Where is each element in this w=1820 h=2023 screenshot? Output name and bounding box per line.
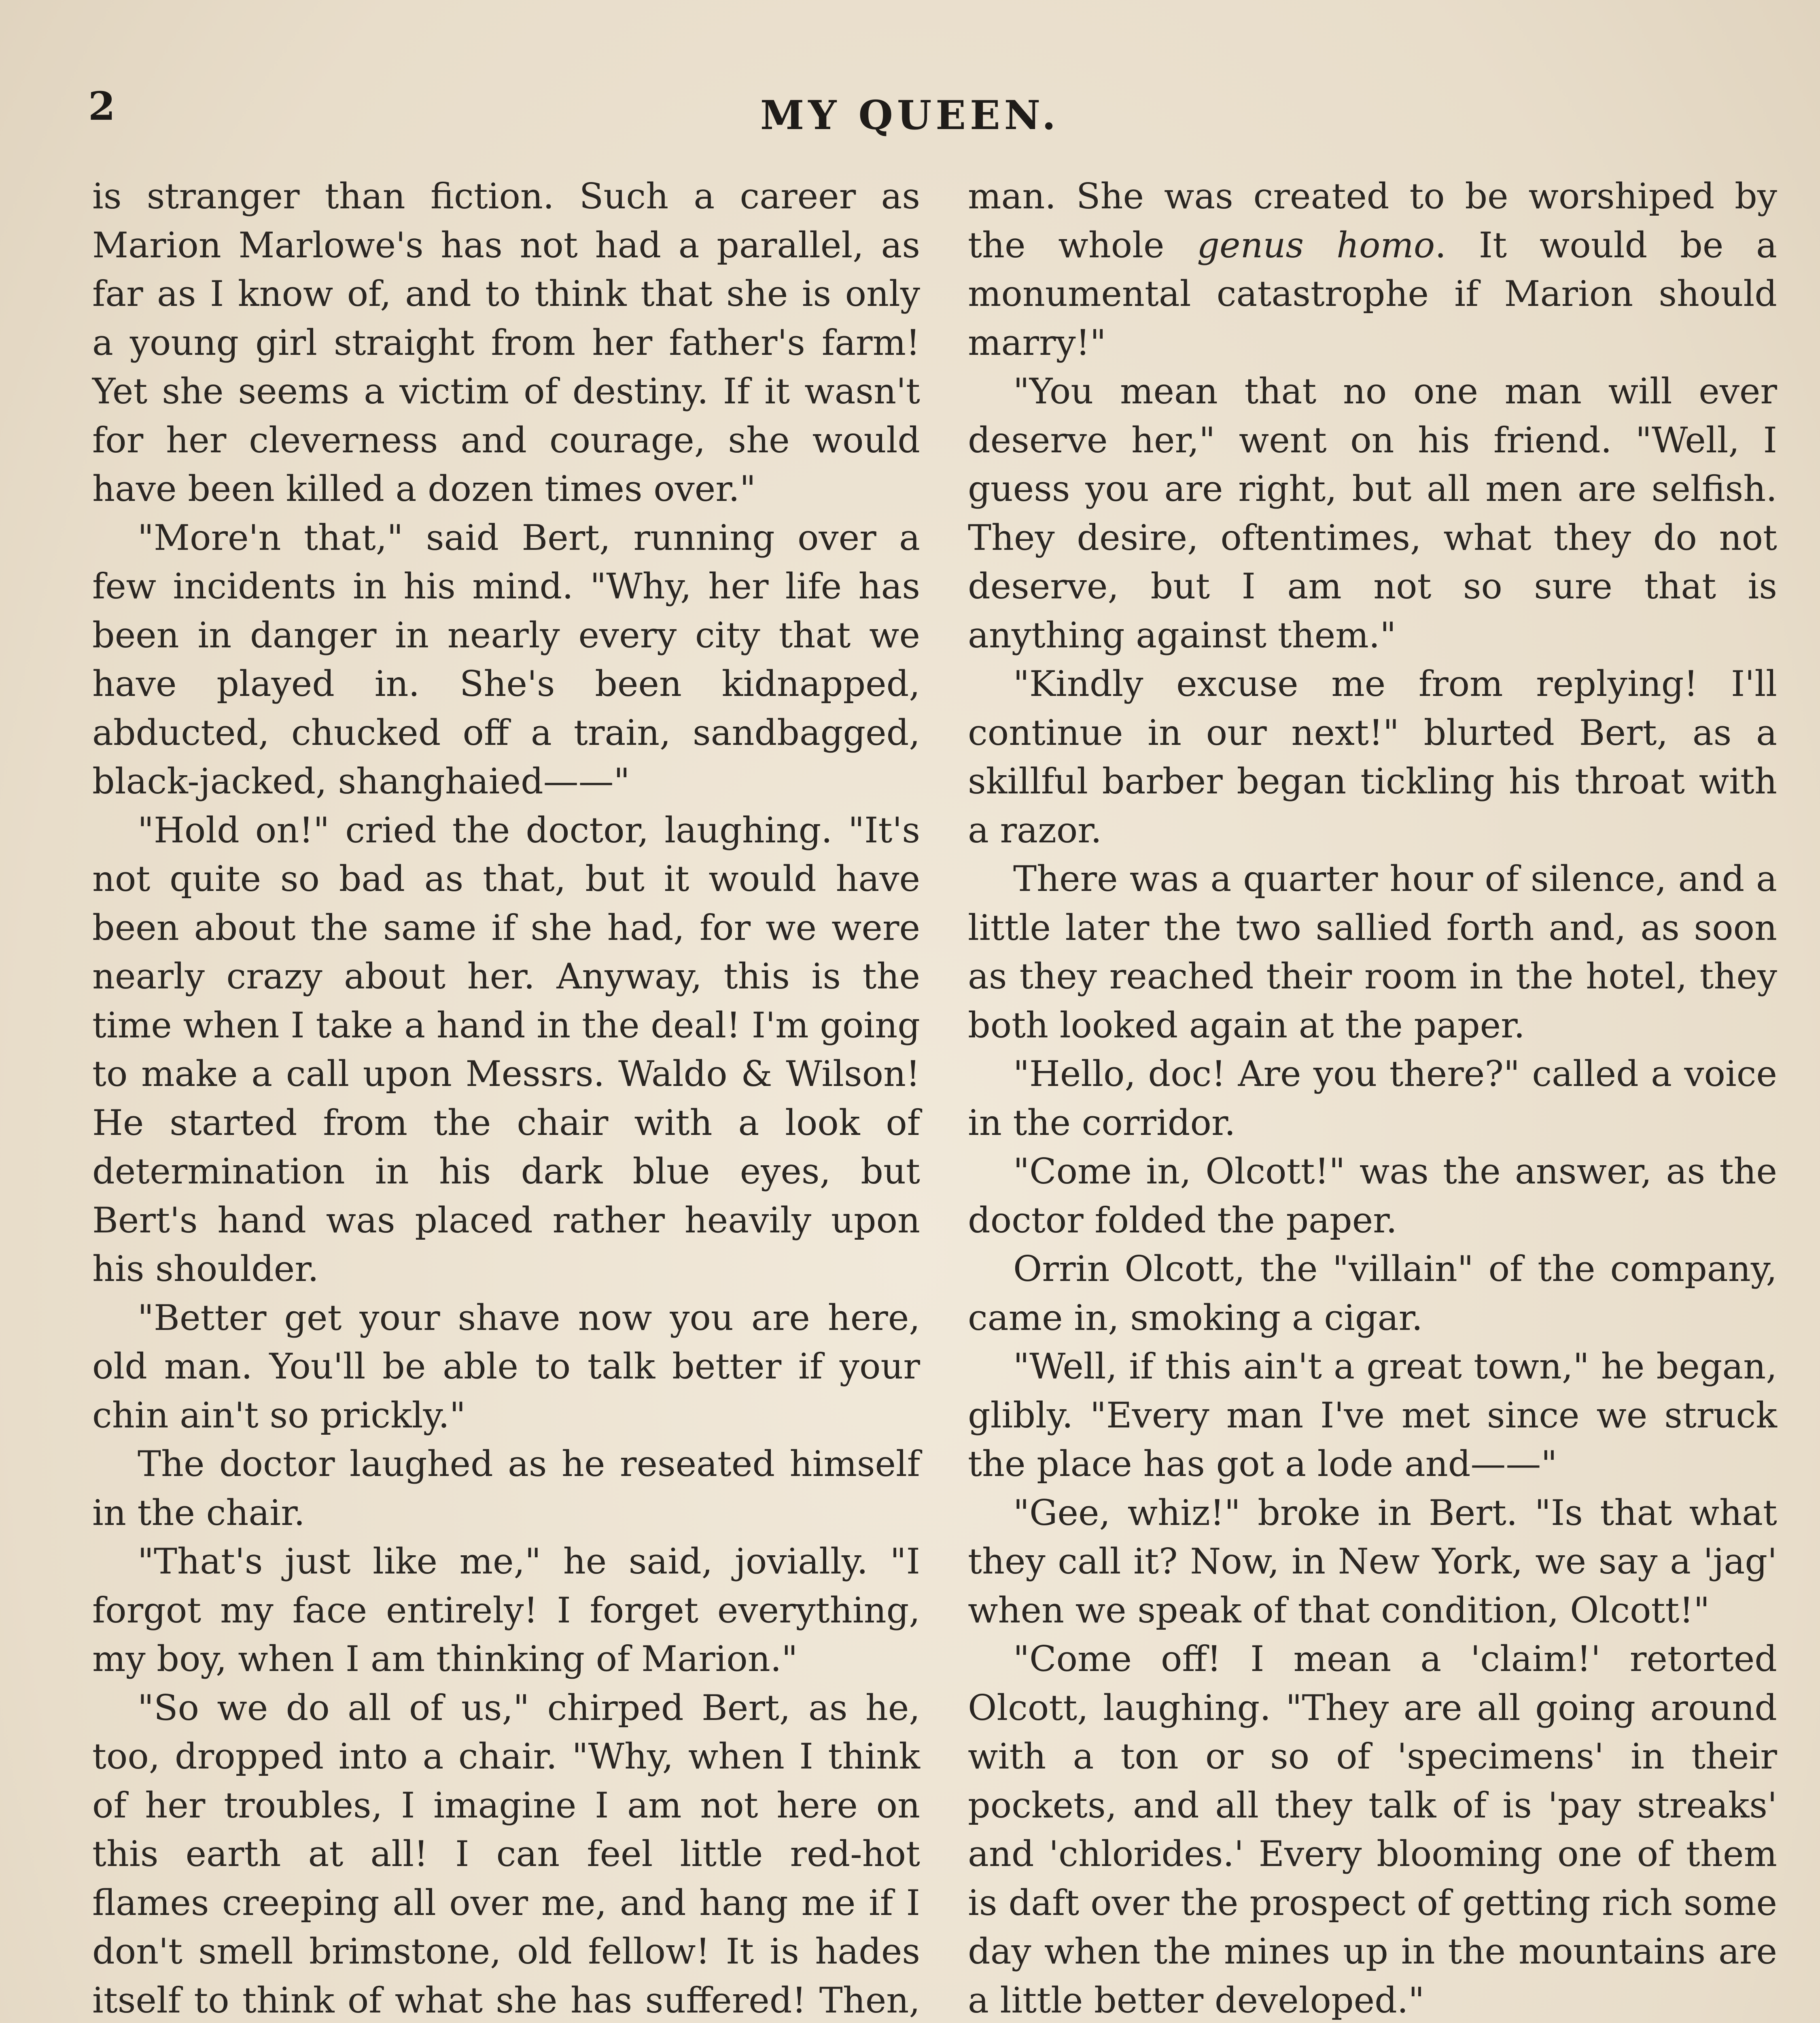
paragraph: "Hello, doc! Are you there?" called a voice in the corridor. [968,1053,1777,1143]
paragraph: "Better get your shave now you are here, old man. You'll be able to talk better if your chin ain't so prickly." [92,1297,920,1436]
italic-phrase: genus homo [1197,224,1435,266]
running-head: MY QUEEN. [760,92,1060,139]
paragraph: Orrin Olcott, the "villain" of the company, came in, smoking a cigar. [968,1248,1777,1338]
paragraph [968,172,1777,367]
paragraph: "You mean that no one man will ever deserve her," went on his friend. "Well, I guess you are right, but all men are selfish. They desire, oftentimes, what they do not deserve, but I am not so sure that is anything against them." [968,371,1777,656]
paragraph: "Well, if this ain't a great town," he began, glibly. "Every man I've met since we struck the place has got a lode and——" [968,1346,1777,1484]
left-column [92,172,920,2023]
paragraph-text: man. She was created to be worshiped by the whole [968,176,1777,266]
paragraph: is stranger than fiction. Such a career as Marion Marlowe's has not had a parallel, as far as I know of, and to think that she is only a young girl straight from her father's farm! Yet she seems a victim of destiny. If it wasn't for her cleverness and courage, she would have been killed a dozen times over." [92,176,920,509]
paragraph-text: . It would be a monumental catastrophe if Marion should marry!" [968,224,1777,363]
paragraph: There was a quarter hour of silence, and a little later the two sallied forth and, as soon as they reached their room in the hotel, they both looked again at the paper. [968,858,1777,1046]
paragraph: "More'n that," said Bert, running over a few incidents in his mind. "Why, her life has been in danger in nearly every city that we have played in. She's been kidnapped, abducted, chucked off a train, sandbagged, black-jacked, shanghaied——" [92,517,920,802]
paragraph: "Come off! I mean a 'claim!' retorted Olcott, laughing. "They are all going around with a ton or so of 'specimens' in their pockets, and all they talk of is 'pay streaks' and 'chlorides.' Every blooming one of them is daft over the prospect of getting rich some day when the mines up in the mountains are a little better developed." [968,1638,1777,2021]
paragraph: "Hold on!" cried the doctor, laughing. "It's not quite so bad as that, but it would have been about the same if she had, for we were nearly crazy about her. Anyway, this is the time when I take a hand in the deal! I'm going to make a call upon Messrs. Waldo & Wilson! He started from the chair with a look of determination in his dark blue eyes, but Bert's hand was placed rather heavily upon his shoulder. [92,809,920,1289]
paragraph: "Come in, Olcott!" was the answer, as the doctor folded the paper. [968,1151,1777,1241]
paragraph: The doctor laughed as he reseated himself in the chair. [92,1443,920,1533]
paragraph: "Gee, whiz!" broke in Bert. "Is that what they call it? Now, in New York, we say a 'jag' when we speak of that condition, Olcott!" [968,1492,1777,1631]
paragraph: "Kindly excuse me from replying! I'll continue in our next!" blurted Bert, as a skillful barber began tickling his throat with a razor. [968,663,1777,851]
right-column [968,172,1777,2023]
paragraph: "So we do all of us," chirped Bert, as he, too, dropped into a chair. "Why, when I think of her troubles, I imagine I am not here on this earth at all! I can feel little red-hot flames creeping all over me, and hang me if I don't smell brimstone, old fellow! It is hades itself to think of what she has suffered! Then, [92,1687,920,2021]
paragraph: "That's just like me," he said, jovially. "I forgot my face entirely! I forget everything, my boy, when I am thinking of Marion." [92,1541,920,1679]
page-number: 2 [88,83,115,129]
